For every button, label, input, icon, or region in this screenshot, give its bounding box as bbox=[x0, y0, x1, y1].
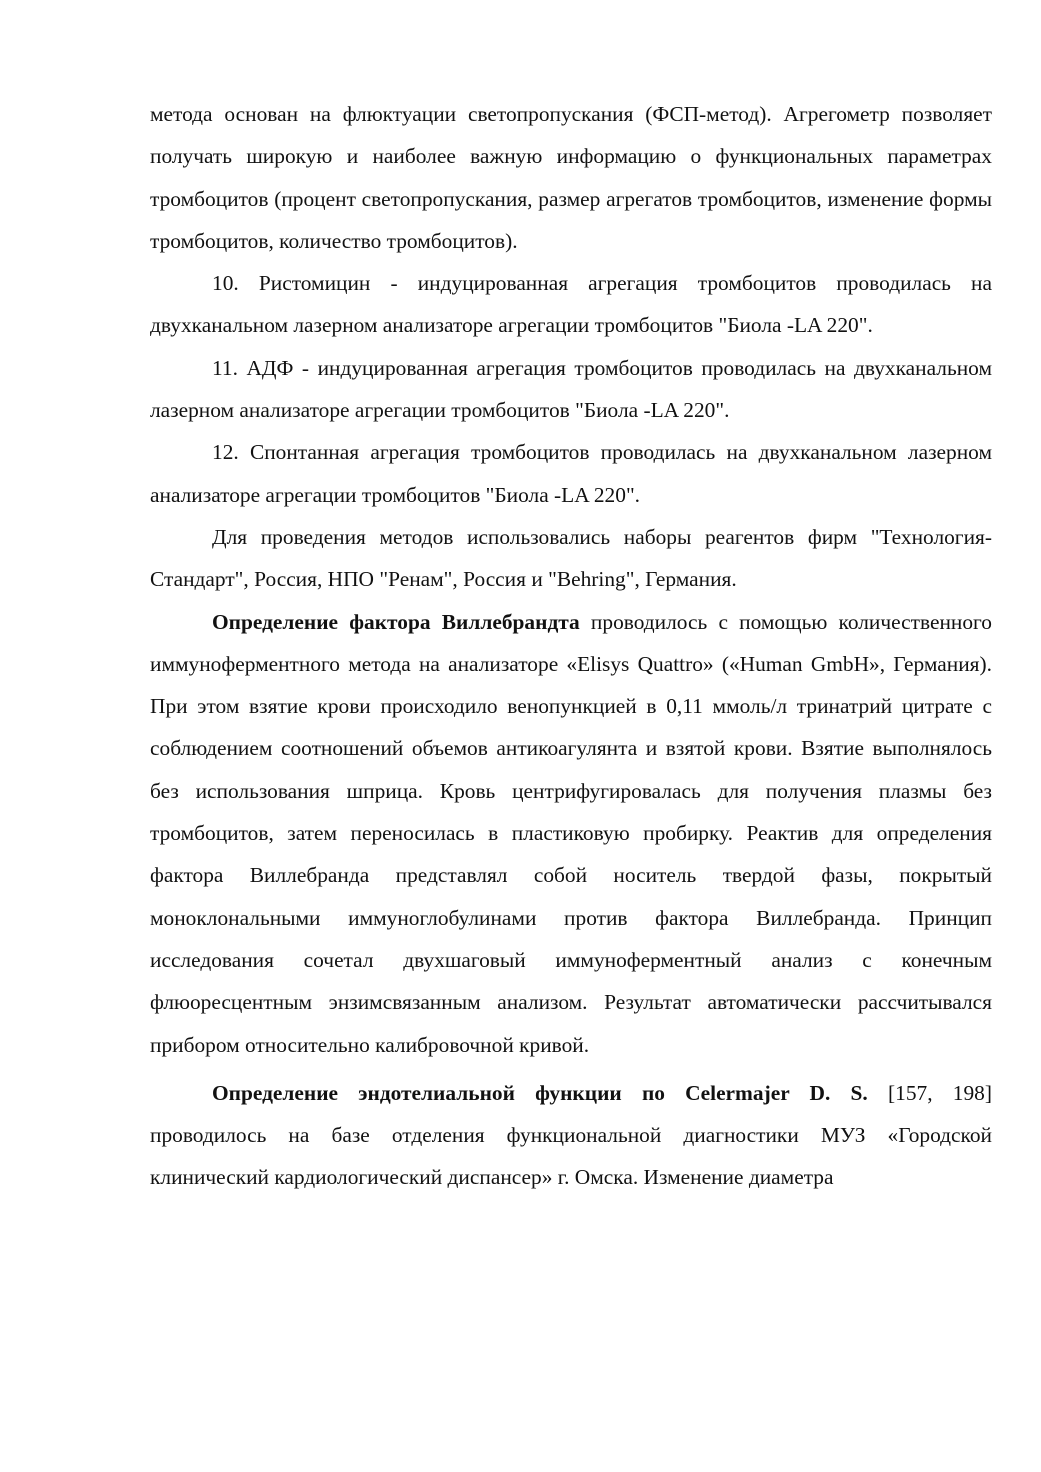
endothelial-text: [157, 198] проводилось на базе отделения функциональной диагностики МУЗ «Городской клинический кардиологический диспансер» г. Омска. Изменение диаметра bbox=[150, 1080, 992, 1190]
document-page bbox=[150, 93, 992, 1199]
paragraph-willebrand bbox=[150, 601, 992, 1066]
paragraph-item-11: 11. АДФ - индуцированная агрегация тромбоцитов проводилась на двухканальном лазерном анализаторе агрегации тромбоцитов "Биола -LA 220". bbox=[150, 355, 992, 423]
paragraph-item-10: 10. Ристомицин - индуцированная агрегация тромбоцитов проводилась на двухканальном лазерном анализаторе агрегации тромбоцитов "Биола -LA 220". bbox=[150, 271, 992, 338]
paragraph-fsp-method: метода основан на флюктуации светопропускания (ФСП-метод). Агрегометр позволяет получать широкую и наиболее важную информацию о функциональных параметрах тромбоцитов (процент светопропускания, размер агрегатов тромбоцитов, изменение формы тромбоцитов, количество тромбоцитов). bbox=[150, 102, 992, 253]
paragraph-item-12: 12. Спонтанная агрегация тромбоцитов проводилась на двухканальном лазерном анализаторе агрегации тромбоцитов "Биола -LA 220". bbox=[150, 440, 992, 507]
willebrand-text: проводилось с помощью количественного иммуноферментного метода на анализаторе «Elisys Quattro» («Human GmbH», Германия). При этом взятие крови происходило венопункцией в 0,11 ммоль/л тринатрий цитрате с соблюдением соотношений объемов антикоагулянта и взятой крови. Взятие выполнялось без использования шприца. Кровь центрифугировалась для получения плазмы без тромбоцитов, затем переносилась в пластиковую пробирку. Реактив для определения фактора Виллебранда представлял собой носитель твердой фазы, покрытый моноклональными иммуноглобулинами против фактора Виллебранда. Принцип исследования сочетал двухшаговый иммуноферментный анализ с конечным флюоресцентным энзимсвязанным анализом. Результат автоматически рассчитывался прибором относительно калибровочной кривой. bbox=[150, 609, 992, 1057]
paragraph-reagents: Для проведения методов использовались наборы реагентов фирм "Технология- Стандарт", Россия, НПО "Ренам", Россия и "Behring", Германия. bbox=[150, 524, 992, 592]
heading-endothelial: Определение эндотелиальной функции по Celermajer D. S. bbox=[212, 1080, 868, 1105]
paragraph-endothelial bbox=[150, 1072, 992, 1199]
heading-willebrand: Определение фактора Виллебрандта bbox=[212, 609, 580, 634]
